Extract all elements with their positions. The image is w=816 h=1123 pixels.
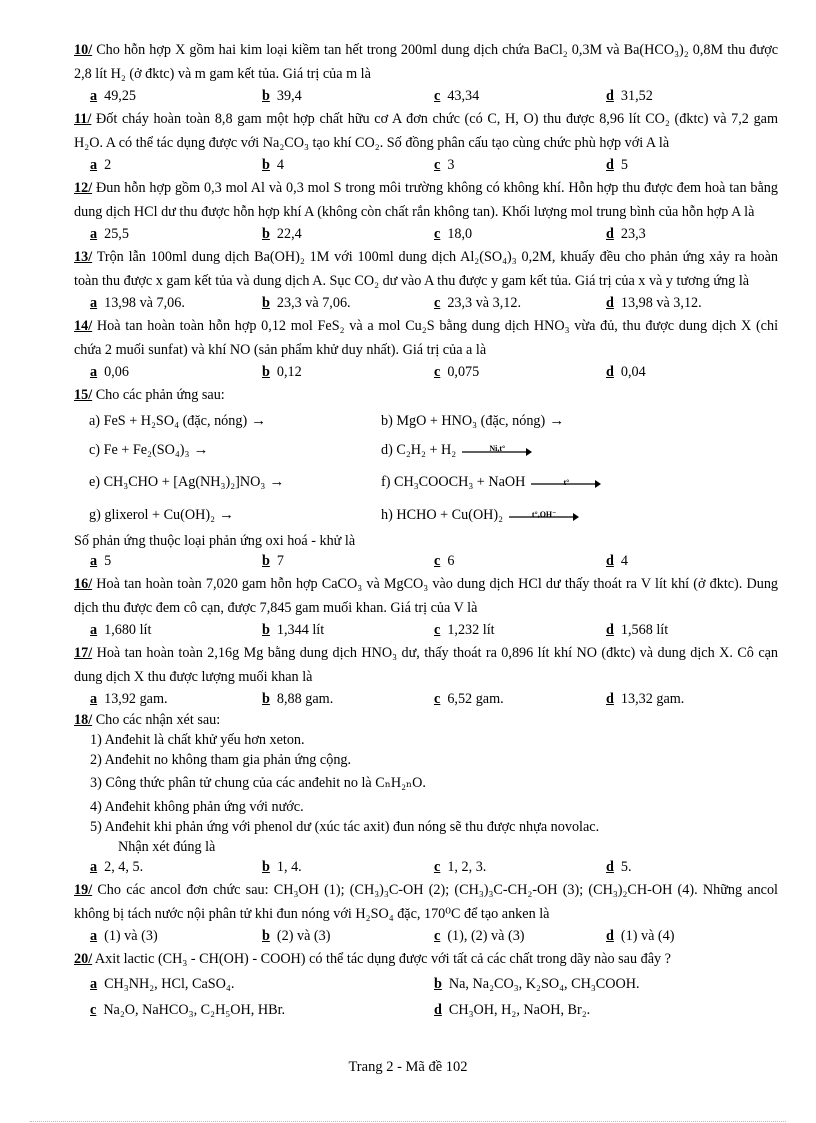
question-text: Trộn lẫn 100ml dung dịch Ba(OH)₂ 1M với 100ml dung dịch Al₂(SO₄)₃ 0,2M, khuấy đều cho phản ứng xảy ra hoàn toàn thu được x gam kết tủa và dung dịch A. Sục CO₂ dư vào A thu được y gam kết tủa. Giá trị của x và y tương ứng là xyxy=(74,249,778,289)
option-c[interactable]: c 1, 2, 3. xyxy=(434,859,487,875)
option-d[interactable]: d (1) và (4) xyxy=(606,928,675,944)
option-b[interactable]: b 0,12 xyxy=(262,364,302,380)
option-c[interactable]: c (1), (2) và (3) xyxy=(434,928,525,944)
question-16 xyxy=(74,572,778,620)
arrow-icon: → xyxy=(219,507,235,523)
option-c[interactable]: c 6 xyxy=(434,553,455,569)
question-text: Cho các phản ứng sau: xyxy=(95,387,225,403)
question-text: Hoà tan hoàn toàn 2,16g Mg bằng dung dịch HNO₃ dư, thấy thoát ra 0,896 lít khí NO (đktc) và dung dịch X. Cô cạn dung dịch X thu được lượng muối khan là xyxy=(74,645,779,685)
question-text: Đun hỗn hợp gồm 0,3 mol Al và 0,3 mol S trong môi trường không có không khí. Hỗn hợp thu được đem hoà tan bằng dung dịch HCl dư thu được hỗn hợp khí A (không còn chất rắn không tan). Khối lượng mol trung bình của hỗn hợp A là xyxy=(74,180,778,220)
question-number: 10/ xyxy=(74,42,93,58)
option-b[interactable]: b 22,4 xyxy=(262,226,302,242)
question-11 xyxy=(74,107,778,155)
reaction-row xyxy=(74,499,778,531)
option-b[interactable]: b 8,88 gam. xyxy=(262,691,334,707)
question-number: 18/ xyxy=(74,712,93,728)
question-15 xyxy=(74,383,778,407)
statement-item: 1) Anđehit là chất khử yếu hơn xeton. xyxy=(90,732,305,748)
question-text: Hoà tan hoàn toàn hỗn hợp 0,12 mol FeS₂ và a mol Cu₂S bằng dung dịch HNO₃ vừa đủ, thu được dung dịch X (chỉ chứa 2 muối sunfat) và khí NO (sản phẩm khử duy nhất). Giá trị của a là xyxy=(74,318,779,358)
option-d[interactable]: d 13,32 gam. xyxy=(606,691,685,707)
question-number: 16/ xyxy=(74,576,93,592)
option-a[interactable]: a 49,25 xyxy=(90,88,137,104)
statement-item: 4) Anđehit không phản ứng với nước. xyxy=(90,799,304,815)
option-b[interactable]: b Na, Na₂CO₃, K₂SO₄, CH₃COOH. xyxy=(434,976,640,992)
option-d[interactable]: d 23,3 xyxy=(606,226,646,242)
option-d[interactable]: d 1,568 lít xyxy=(606,622,669,638)
option-b[interactable]: b 1, 4. xyxy=(262,859,302,875)
reaction-e: e) CH₃CHO + [Ag(NH₃)₂]NO₃ xyxy=(89,474,266,490)
option-c[interactable]: c Na₂O, NaHCO₃, C₂H₅OH, HBr. xyxy=(90,1002,286,1018)
option-b[interactable]: b (2) và (3) xyxy=(262,928,331,944)
option-d[interactable]: d 0,04 xyxy=(606,364,646,380)
option-b[interactable]: b 23,3 và 7,06. xyxy=(262,295,351,311)
options-20-row2 xyxy=(74,997,778,1023)
option-d[interactable]: d 5. xyxy=(606,859,632,875)
question-13 xyxy=(74,245,778,293)
question-12 xyxy=(74,176,778,224)
statement-item: 2) Anđehit no không tham gia phản ứng cộng. xyxy=(90,752,352,768)
statement-item: 3) Công thức phân tử chung của các anđehit no là CₙH₂ₙO. xyxy=(90,775,426,791)
options-11 xyxy=(74,155,778,176)
option-b[interactable]: b 39,4 xyxy=(262,88,302,104)
question-18 xyxy=(74,710,778,730)
option-a[interactable]: a 1,680 lít xyxy=(90,622,152,638)
reaction-b: b) MgO + HNO₃ (đặc, nóng) xyxy=(381,413,546,429)
question-18-prompt: Nhận xét đúng là xyxy=(118,839,216,855)
question-number: 13/ xyxy=(74,249,93,265)
question-number: 12/ xyxy=(74,180,93,196)
page-footer: Trang 2 - Mã đề 102 xyxy=(348,1059,468,1075)
arrow-icon: → xyxy=(251,413,267,429)
arrow-icon: → xyxy=(549,413,565,429)
statement-item: 5) Anđehit khi phản ứng với phenol dư (xúc tác axit) đun nóng sẽ thu được nhựa novolac. xyxy=(90,819,600,835)
option-a[interactable]: a (1) và (3) xyxy=(90,928,158,944)
question-text: Hoà tan hoàn toàn 7,020 gam hỗn hợp CaCO₃ và MgCO₃ vào dung dịch HCl dư thấy thoát ra V lít khí (ở đktc). Dung dịch thu được đem cô cạn, được 7,845 gam muối khan. Giá trị của V là xyxy=(74,576,779,616)
arrow-icon: → xyxy=(193,442,209,458)
reaction-h: h) HCHO + Cu(OH)₂ xyxy=(381,507,504,523)
option-d[interactable]: d CH₃OH, H₂, NaOH, Br₂. xyxy=(434,1002,591,1018)
question-number: 20/ xyxy=(74,951,93,967)
option-a[interactable]: a 25,5 xyxy=(90,226,129,242)
question-text: Đốt cháy hoàn toàn 8,8 gam một hợp chất hữu cơ A đơn chức (có C, H, O) thu được 8,96 lít CO₂ (đktc) và 7,2 gam H₂O. A có thể tác dụng được với Na₂CO₃ tạo khí CO₂. Số đồng phân cấu tạo cùng chức phù hợp với A là xyxy=(74,111,778,151)
option-c[interactable]: c 1,232 lít xyxy=(434,622,495,638)
question-number: 15/ xyxy=(74,387,93,403)
reaction-d: d) C₂H₂ + H₂ xyxy=(381,442,457,458)
option-a[interactable]: a CH₃NH₂, HCl, CaSO₄. xyxy=(90,976,235,992)
reaction-g: g) glixerol + Cu(OH)₂ xyxy=(89,507,216,523)
option-b[interactable]: b 7 xyxy=(262,553,284,569)
option-a[interactable]: a 2, 4, 5. xyxy=(90,859,144,875)
question-text: Cho các ancol đơn chức sau: CH₃OH (1); (CH₃)₃C-OH (2); (CH₃)₃C-CH₂-OH (3); (CH₃)₂CH-OH (4). Những ancol không bị tách nước nội phân tử khi đun nóng với H₂SO₄ đặc, 170⁰C để tạo anken là xyxy=(74,882,778,922)
option-a[interactable]: a 0,06 xyxy=(90,364,129,380)
option-d[interactable]: d 31,52 xyxy=(606,88,653,104)
question-19 xyxy=(74,878,778,926)
reaction-c: c) Fe + Fe₂(SO₄)₃ xyxy=(89,442,190,458)
options-13 xyxy=(74,293,778,314)
option-a[interactable]: a 13,92 gam. xyxy=(90,691,168,707)
options-16 xyxy=(74,620,778,641)
option-b[interactable]: b 1,344 lít xyxy=(262,622,325,638)
question-number: 14/ xyxy=(74,318,93,334)
option-d[interactable]: d 4 xyxy=(606,553,628,569)
option-c[interactable]: c 6,52 gam. xyxy=(434,691,504,707)
options-10 xyxy=(74,86,778,107)
question-number: 17/ xyxy=(74,645,93,661)
options-12 xyxy=(74,224,778,245)
option-c[interactable]: c 23,3 và 3,12. xyxy=(434,295,522,311)
question-number: 11/ xyxy=(74,111,92,127)
option-c[interactable]: c 3 xyxy=(434,157,455,173)
condition-arrow-icon: t° xyxy=(531,478,601,488)
arrow-icon: → xyxy=(269,474,285,490)
option-c[interactable]: c 0,075 xyxy=(434,364,480,380)
option-c[interactable]: c 43,34 xyxy=(434,88,480,104)
option-b[interactable]: b 4 xyxy=(262,157,284,173)
page-bottom-divider xyxy=(30,1121,786,1122)
question-15-prompt: Số phản ứng thuộc loại phản ứng oxi hoá - khử là xyxy=(74,533,356,549)
options-20-row1 xyxy=(74,971,778,997)
option-d[interactable]: d 5 xyxy=(606,157,628,173)
question-17 xyxy=(74,641,778,689)
question-text: Cho hỗn hợp X gồm hai kim loại kiềm tan hết trong 200ml dung dịch chứa BaCl₂ 0,3M và Ba(HCO₃)₂ 0,8M thu được 2,8 lít H₂ (ở đktc) và m gam kết tủa. Giá trị của m là xyxy=(74,42,779,82)
exam-page xyxy=(74,38,778,1023)
reaction-f: f) CH₃COOCH₃ + NaOH xyxy=(381,474,526,490)
question-text: Cho các nhận xét sau: xyxy=(95,712,221,728)
option-a[interactable]: a 13,98 và 7,06. xyxy=(90,295,185,311)
question-number: 19/ xyxy=(74,882,93,898)
reaction-row xyxy=(74,407,778,435)
reaction-row xyxy=(74,465,778,499)
question-10 xyxy=(74,38,778,86)
options-14 xyxy=(74,362,778,383)
option-a[interactable]: a 2 xyxy=(90,157,112,173)
question-text: Axit lactic (CH₃ - CH(OH) - COOH) có thể tác dụng được với tất cả các chất trong dãy nào sau đây ? xyxy=(94,951,671,967)
option-c[interactable]: c 18,0 xyxy=(434,226,473,242)
condition-arrow-icon: t°,OH⁻ xyxy=(509,511,579,521)
question-14 xyxy=(74,314,778,362)
option-a[interactable]: a 5 xyxy=(90,553,112,569)
question-20 xyxy=(74,947,778,971)
options-18 xyxy=(74,857,778,878)
options-15 xyxy=(74,551,778,572)
reaction-a: a) FeS + H₂SO₄ (đặc, nóng) xyxy=(89,413,248,429)
options-17 xyxy=(74,689,778,710)
reaction-row xyxy=(74,435,778,465)
condition-arrow-icon: Ni,t° xyxy=(462,446,532,456)
options-19 xyxy=(74,926,778,947)
option-d[interactable]: d 13,98 và 3,12. xyxy=(606,295,702,311)
